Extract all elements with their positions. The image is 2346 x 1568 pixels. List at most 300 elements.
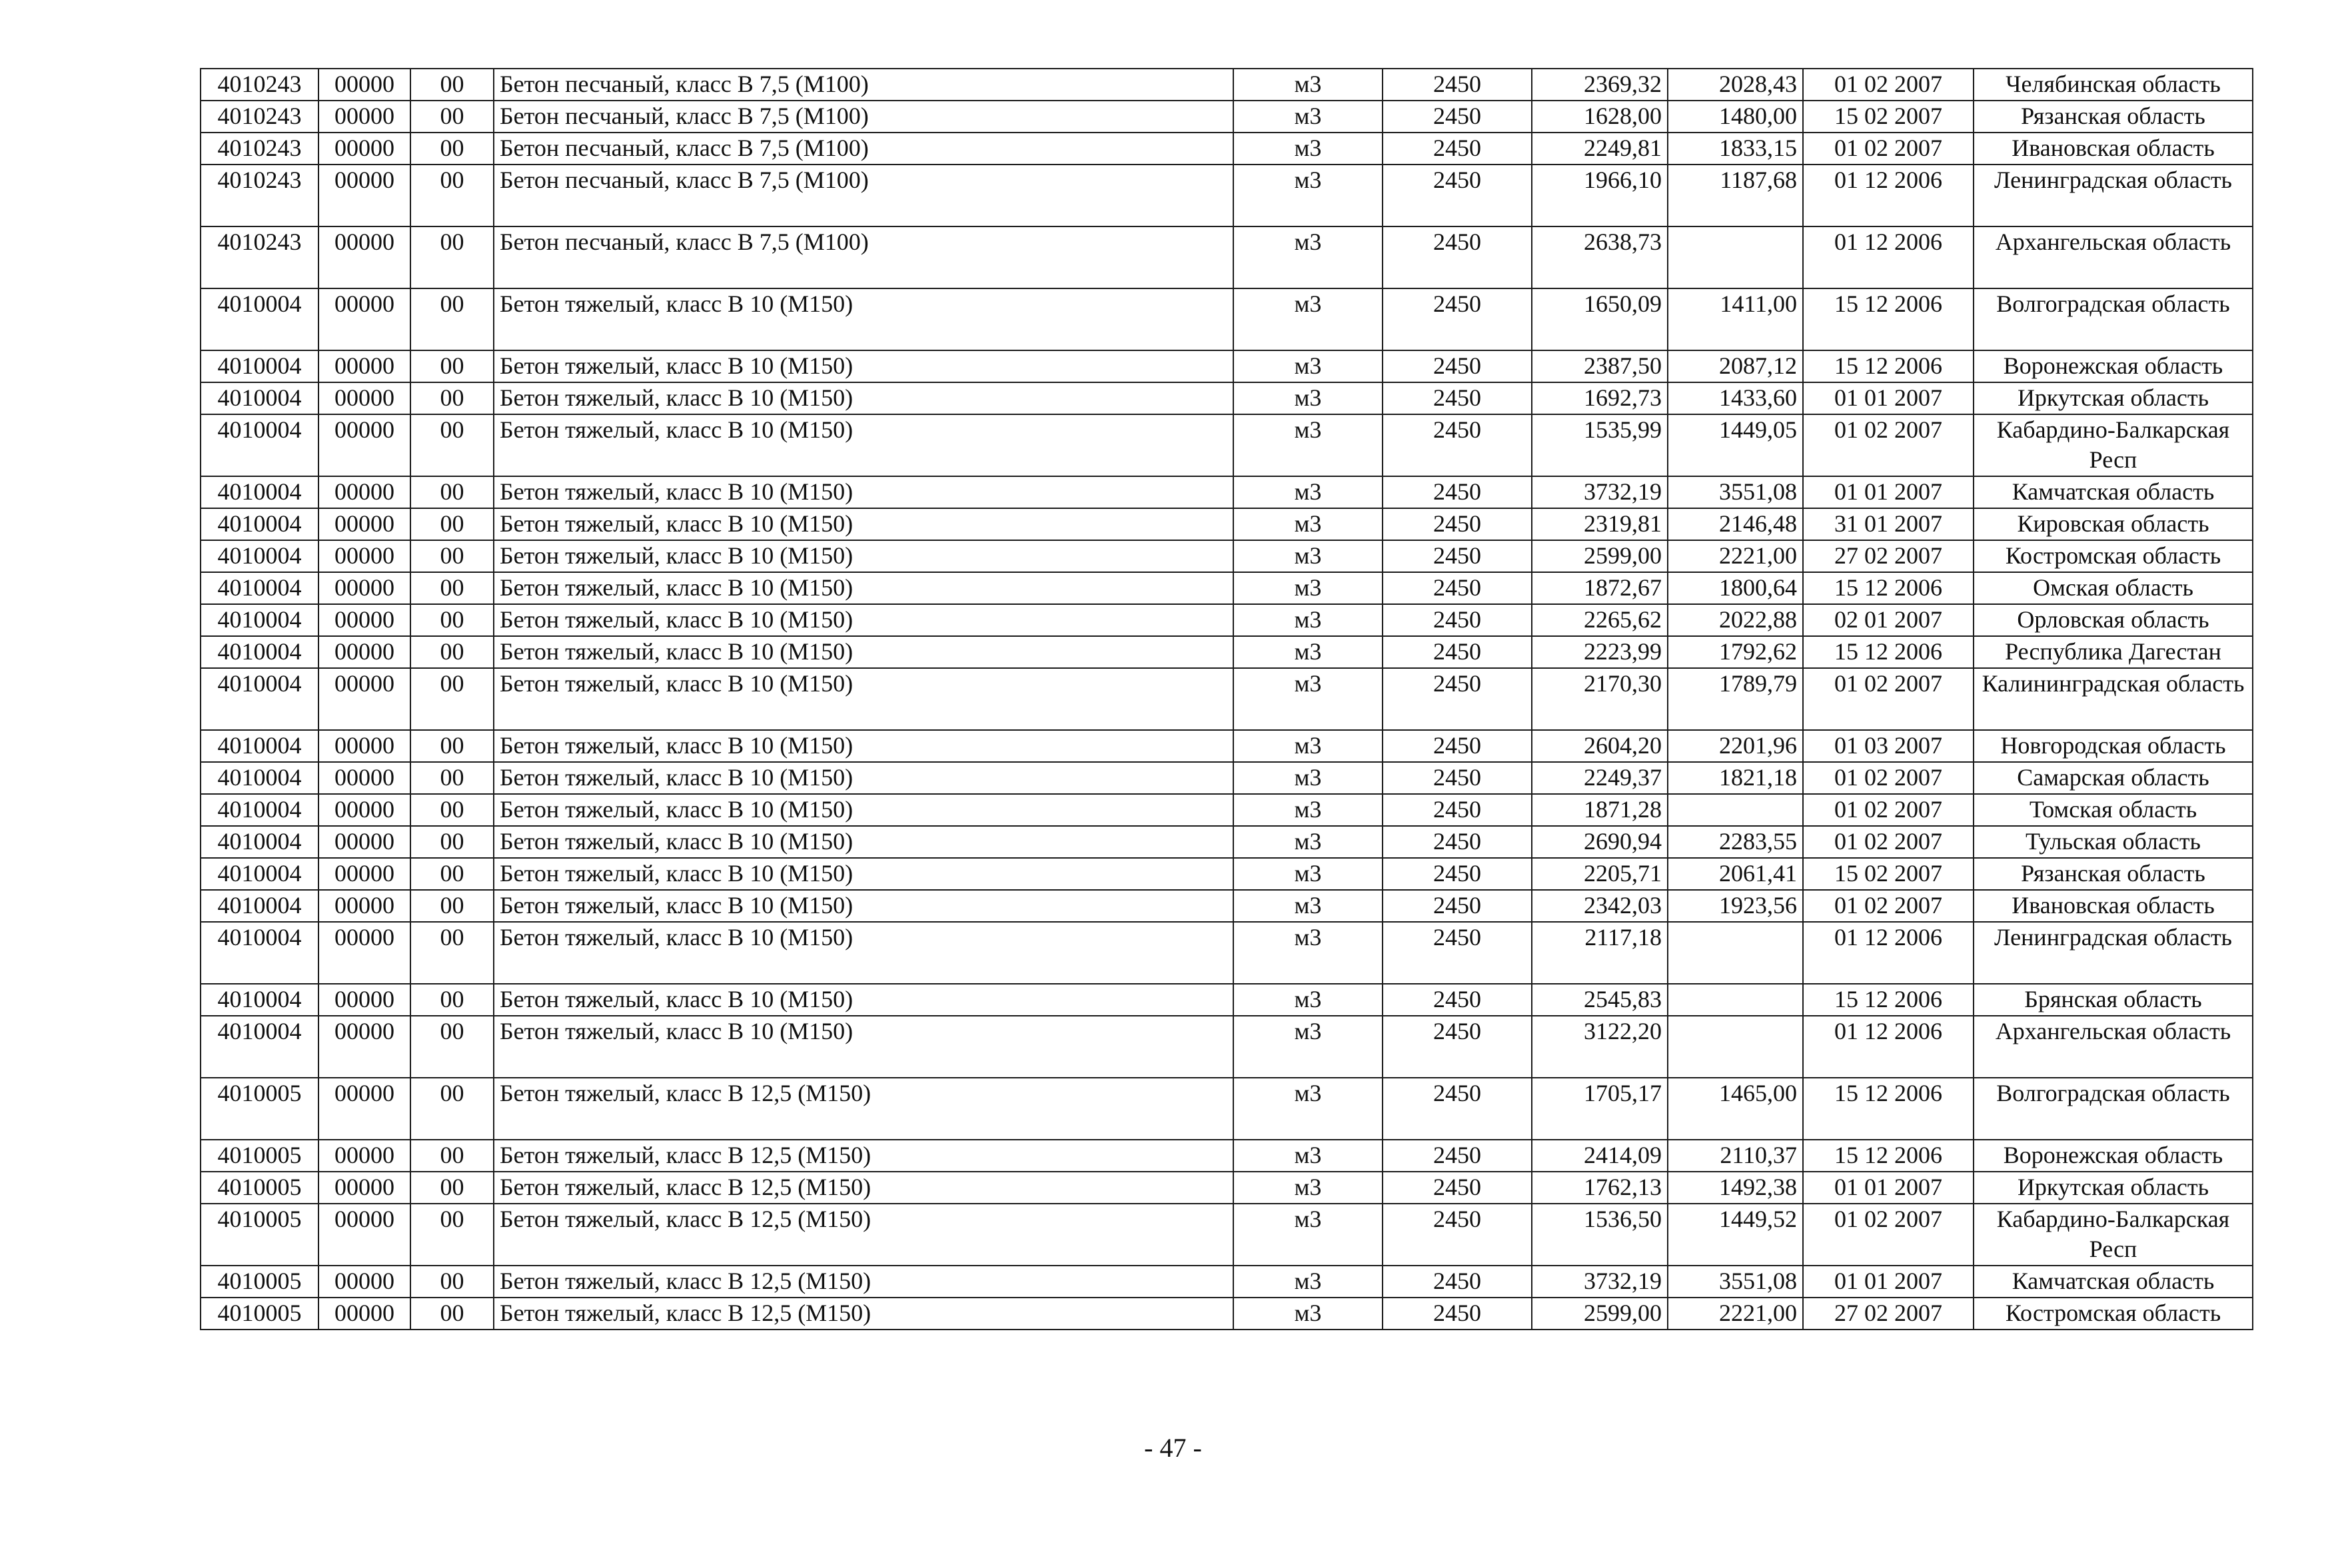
material-name: Бетон тяжелый, класс В 10 (М150) xyxy=(494,668,1233,730)
page-number: - 47 - xyxy=(1144,1433,1202,1463)
unit: м3 xyxy=(1233,101,1383,133)
price-previous: 1492,38 xyxy=(1668,1172,1803,1204)
price-current: 3122,20 xyxy=(1532,1016,1668,1078)
price-previous: 1792,62 xyxy=(1668,636,1803,668)
price-previous: 1449,52 xyxy=(1668,1204,1803,1266)
unit: м3 xyxy=(1233,604,1383,636)
material-name: Бетон тяжелый, класс В 12,5 (М150) xyxy=(494,1172,1233,1204)
region: Воронежская область xyxy=(1974,350,2253,382)
price-current: 1628,00 xyxy=(1532,101,1668,133)
density: 2450 xyxy=(1383,984,1532,1016)
price-date: 01 12 2006 xyxy=(1803,1016,1974,1078)
material-name: Бетон песчаный, класс В 7,5 (М100) xyxy=(494,69,1233,101)
material-code: 4010005 xyxy=(201,1140,318,1172)
region: Ивановская область xyxy=(1974,890,2253,922)
price-date: 01 12 2006 xyxy=(1803,165,1974,226)
price-date: 01 02 2007 xyxy=(1803,668,1974,730)
price-date: 01 12 2006 xyxy=(1803,226,1974,288)
price-current: 3732,19 xyxy=(1532,476,1668,508)
price-previous xyxy=(1668,984,1803,1016)
unit: м3 xyxy=(1233,288,1383,350)
material-name: Бетон тяжелый, класс В 10 (М150) xyxy=(494,288,1233,350)
unit: м3 xyxy=(1233,414,1383,476)
price-date: 15 12 2006 xyxy=(1803,984,1974,1016)
table-row xyxy=(201,133,2253,165)
material-name: Бетон тяжелый, класс В 12,5 (М150) xyxy=(494,1204,1233,1266)
region: Воронежская область xyxy=(1974,1140,2253,1172)
price-date: 01 02 2007 xyxy=(1803,414,1974,476)
price-date: 01 02 2007 xyxy=(1803,133,1974,165)
density: 2450 xyxy=(1383,572,1532,604)
unit: м3 xyxy=(1233,1266,1383,1298)
material-code: 4010004 xyxy=(201,762,318,794)
table-row xyxy=(201,858,2253,890)
price-previous xyxy=(1668,922,1803,984)
material-name: Бетон тяжелый, класс В 12,5 (М150) xyxy=(494,1140,1233,1172)
density: 2450 xyxy=(1383,350,1532,382)
sub-code: 00000 xyxy=(318,133,410,165)
sub-code: 00000 xyxy=(318,890,410,922)
sub-code: 00000 xyxy=(318,382,410,414)
unit: м3 xyxy=(1233,1140,1383,1172)
region: Иркутская область xyxy=(1974,1172,2253,1204)
table-row xyxy=(201,794,2253,826)
table-row xyxy=(201,826,2253,858)
material-code: 4010004 xyxy=(201,540,318,572)
price-current: 2690,94 xyxy=(1532,826,1668,858)
material-code: 4010004 xyxy=(201,1016,318,1078)
unit: м3 xyxy=(1233,382,1383,414)
density: 2450 xyxy=(1383,922,1532,984)
price-date: 15 12 2006 xyxy=(1803,350,1974,382)
material-name: Бетон тяжелый, класс В 12,5 (М150) xyxy=(494,1266,1233,1298)
price-current: 1535,99 xyxy=(1532,414,1668,476)
material-name: Бетон тяжелый, класс В 10 (М150) xyxy=(494,794,1233,826)
sub-code: 00000 xyxy=(318,922,410,984)
sub-code: 00000 xyxy=(318,69,410,101)
table-row xyxy=(201,984,2253,1016)
price-date: 02 01 2007 xyxy=(1803,604,1974,636)
price-date: 15 02 2007 xyxy=(1803,858,1974,890)
sub-code: 00000 xyxy=(318,508,410,540)
price-current: 2319,81 xyxy=(1532,508,1668,540)
table-row xyxy=(201,540,2253,572)
variant-code: 00 xyxy=(410,858,494,890)
region: Орловская область xyxy=(1974,604,2253,636)
region: Костромская область xyxy=(1974,1298,2253,1330)
price-current: 1872,67 xyxy=(1532,572,1668,604)
variant-code: 00 xyxy=(410,762,494,794)
price-date: 01 01 2007 xyxy=(1803,1266,1974,1298)
material-code: 4010004 xyxy=(201,382,318,414)
unit: м3 xyxy=(1233,1016,1383,1078)
density: 2450 xyxy=(1383,508,1532,540)
table-row xyxy=(201,1016,2253,1078)
price-date: 01 12 2006 xyxy=(1803,922,1974,984)
sub-code: 00000 xyxy=(318,350,410,382)
material-name: Бетон тяжелый, класс В 10 (М150) xyxy=(494,858,1233,890)
variant-code: 00 xyxy=(410,1172,494,1204)
price-current: 2604,20 xyxy=(1532,730,1668,762)
price-current: 2369,32 xyxy=(1532,69,1668,101)
material-code: 4010005 xyxy=(201,1204,318,1266)
material-code: 4010243 xyxy=(201,101,318,133)
material-code: 4010005 xyxy=(201,1078,318,1140)
table-row xyxy=(201,572,2253,604)
price-current: 1650,09 xyxy=(1532,288,1668,350)
price-previous: 2221,00 xyxy=(1668,1298,1803,1330)
price-current: 2342,03 xyxy=(1532,890,1668,922)
price-previous: 1187,68 xyxy=(1668,165,1803,226)
price-previous: 1800,64 xyxy=(1668,572,1803,604)
variant-code: 00 xyxy=(410,604,494,636)
material-name: Бетон песчаный, класс В 7,5 (М100) xyxy=(494,226,1233,288)
price-table xyxy=(200,68,2253,1330)
variant-code: 00 xyxy=(410,476,494,508)
price-previous: 2061,41 xyxy=(1668,858,1803,890)
unit: м3 xyxy=(1233,1078,1383,1140)
unit: м3 xyxy=(1233,890,1383,922)
variant-code: 00 xyxy=(410,1078,494,1140)
table-row xyxy=(201,1078,2253,1140)
material-name: Бетон песчаный, класс В 7,5 (М100) xyxy=(494,165,1233,226)
sub-code: 00000 xyxy=(318,165,410,226)
region: Кабардино-Балкарская Респ xyxy=(1974,414,2253,476)
unit: м3 xyxy=(1233,572,1383,604)
density: 2450 xyxy=(1383,858,1532,890)
variant-code: 00 xyxy=(410,668,494,730)
price-current: 2387,50 xyxy=(1532,350,1668,382)
material-name: Бетон тяжелый, класс В 10 (М150) xyxy=(494,826,1233,858)
material-code: 4010243 xyxy=(201,69,318,101)
material-name: Бетон тяжелый, класс В 12,5 (М150) xyxy=(494,1298,1233,1330)
sub-code: 00000 xyxy=(318,414,410,476)
density: 2450 xyxy=(1383,382,1532,414)
table-row xyxy=(201,476,2253,508)
sub-code: 00000 xyxy=(318,794,410,826)
variant-code: 00 xyxy=(410,101,494,133)
variant-code: 00 xyxy=(410,226,494,288)
material-code: 4010243 xyxy=(201,133,318,165)
density: 2450 xyxy=(1383,730,1532,762)
price-previous: 2087,12 xyxy=(1668,350,1803,382)
price-previous: 2221,00 xyxy=(1668,540,1803,572)
unit: м3 xyxy=(1233,226,1383,288)
table-row xyxy=(201,890,2253,922)
price-current: 1966,10 xyxy=(1532,165,1668,226)
material-code: 4010004 xyxy=(201,730,318,762)
density: 2450 xyxy=(1383,476,1532,508)
price-current: 3732,19 xyxy=(1532,1266,1668,1298)
region: Рязанская область xyxy=(1974,101,2253,133)
unit: м3 xyxy=(1233,165,1383,226)
density: 2450 xyxy=(1383,165,1532,226)
region: Волгоградская область xyxy=(1974,1078,2253,1140)
price-date: 31 01 2007 xyxy=(1803,508,1974,540)
price-date: 01 02 2007 xyxy=(1803,69,1974,101)
price-previous: 2201,96 xyxy=(1668,730,1803,762)
sub-code: 00000 xyxy=(318,572,410,604)
density: 2450 xyxy=(1383,414,1532,476)
price-previous: 2028,43 xyxy=(1668,69,1803,101)
material-code: 4010004 xyxy=(201,922,318,984)
unit: м3 xyxy=(1233,636,1383,668)
unit: м3 xyxy=(1233,984,1383,1016)
table-row xyxy=(201,382,2253,414)
material-name: Бетон тяжелый, класс В 12,5 (М150) xyxy=(494,1078,1233,1140)
density: 2450 xyxy=(1383,1266,1532,1298)
price-current: 2414,09 xyxy=(1532,1140,1668,1172)
density: 2450 xyxy=(1383,101,1532,133)
material-code: 4010004 xyxy=(201,636,318,668)
price-previous: 1833,15 xyxy=(1668,133,1803,165)
region: Иркутская область xyxy=(1974,382,2253,414)
price-previous xyxy=(1668,226,1803,288)
region: Новгородская область xyxy=(1974,730,2253,762)
material-name: Бетон тяжелый, класс В 10 (М150) xyxy=(494,476,1233,508)
density: 2450 xyxy=(1383,826,1532,858)
region: Томская область xyxy=(1974,794,2253,826)
density: 2450 xyxy=(1383,794,1532,826)
sub-code: 00000 xyxy=(318,826,410,858)
price-date: 01 02 2007 xyxy=(1803,826,1974,858)
unit: м3 xyxy=(1233,730,1383,762)
density: 2450 xyxy=(1383,604,1532,636)
material-name: Бетон тяжелый, класс В 10 (М150) xyxy=(494,414,1233,476)
sub-code: 00000 xyxy=(318,858,410,890)
table-row xyxy=(201,922,2253,984)
variant-code: 00 xyxy=(410,382,494,414)
price-previous: 2283,55 xyxy=(1668,826,1803,858)
material-name: Бетон тяжелый, класс В 10 (М150) xyxy=(494,350,1233,382)
price-previous: 2110,37 xyxy=(1668,1140,1803,1172)
price-previous xyxy=(1668,794,1803,826)
sub-code: 00000 xyxy=(318,540,410,572)
price-date: 01 02 2007 xyxy=(1803,762,1974,794)
sub-code: 00000 xyxy=(318,1298,410,1330)
table-row xyxy=(201,1140,2253,1172)
price-current: 2205,71 xyxy=(1532,858,1668,890)
variant-code: 00 xyxy=(410,540,494,572)
region: Ленинградская область xyxy=(1974,922,2253,984)
unit: м3 xyxy=(1233,540,1383,572)
sub-code: 00000 xyxy=(318,1204,410,1266)
table-row xyxy=(201,165,2253,226)
price-previous: 1821,18 xyxy=(1668,762,1803,794)
variant-code: 00 xyxy=(410,1204,494,1266)
table-row xyxy=(201,1266,2253,1298)
unit: м3 xyxy=(1233,1204,1383,1266)
variant-code: 00 xyxy=(410,165,494,226)
material-name: Бетон песчаный, класс В 7,5 (М100) xyxy=(494,101,1233,133)
material-name: Бетон тяжелый, класс В 10 (М150) xyxy=(494,382,1233,414)
variant-code: 00 xyxy=(410,1266,494,1298)
sub-code: 00000 xyxy=(318,1078,410,1140)
price-date: 15 12 2006 xyxy=(1803,288,1974,350)
sub-code: 00000 xyxy=(318,476,410,508)
unit: м3 xyxy=(1233,69,1383,101)
material-name: Бетон тяжелый, класс В 10 (М150) xyxy=(494,730,1233,762)
variant-code: 00 xyxy=(410,826,494,858)
sub-code: 00000 xyxy=(318,762,410,794)
variant-code: 00 xyxy=(410,984,494,1016)
price-current: 2599,00 xyxy=(1532,540,1668,572)
region: Архангельская область xyxy=(1974,1016,2253,1078)
price-current: 2599,00 xyxy=(1532,1298,1668,1330)
material-code: 4010005 xyxy=(201,1266,318,1298)
region: Брянская область xyxy=(1974,984,2253,1016)
variant-code: 00 xyxy=(410,1140,494,1172)
variant-code: 00 xyxy=(410,1016,494,1078)
density: 2450 xyxy=(1383,1140,1532,1172)
variant-code: 00 xyxy=(410,508,494,540)
material-code: 4010004 xyxy=(201,984,318,1016)
density: 2450 xyxy=(1383,668,1532,730)
price-date: 15 12 2006 xyxy=(1803,1078,1974,1140)
material-code: 4010004 xyxy=(201,668,318,730)
unit: м3 xyxy=(1233,922,1383,984)
density: 2450 xyxy=(1383,288,1532,350)
material-name: Бетон тяжелый, класс В 10 (М150) xyxy=(494,984,1233,1016)
variant-code: 00 xyxy=(410,133,494,165)
unit: м3 xyxy=(1233,508,1383,540)
variant-code: 00 xyxy=(410,636,494,668)
table-row xyxy=(201,636,2253,668)
density: 2450 xyxy=(1383,762,1532,794)
material-code: 4010004 xyxy=(201,794,318,826)
price-previous: 2146,48 xyxy=(1668,508,1803,540)
unit: м3 xyxy=(1233,668,1383,730)
price-current: 1536,50 xyxy=(1532,1204,1668,1266)
density: 2450 xyxy=(1383,69,1532,101)
density: 2450 xyxy=(1383,1078,1532,1140)
material-code: 4010243 xyxy=(201,165,318,226)
material-name: Бетон тяжелый, класс В 10 (М150) xyxy=(494,540,1233,572)
sub-code: 00000 xyxy=(318,636,410,668)
sub-code: 00000 xyxy=(318,226,410,288)
region: Рязанская область xyxy=(1974,858,2253,890)
price-previous: 1923,56 xyxy=(1668,890,1803,922)
region: Челябинская область xyxy=(1974,69,2253,101)
sub-code: 00000 xyxy=(318,288,410,350)
table-row xyxy=(201,668,2253,730)
sub-code: 00000 xyxy=(318,1172,410,1204)
price-previous xyxy=(1668,1016,1803,1078)
price-previous: 1480,00 xyxy=(1668,101,1803,133)
price-previous: 1789,79 xyxy=(1668,668,1803,730)
unit: м3 xyxy=(1233,794,1383,826)
region: Ивановская область xyxy=(1974,133,2253,165)
material-code: 4010004 xyxy=(201,890,318,922)
price-date: 01 03 2007 xyxy=(1803,730,1974,762)
price-previous: 3551,08 xyxy=(1668,476,1803,508)
price-date: 15 02 2007 xyxy=(1803,101,1974,133)
density: 2450 xyxy=(1383,1172,1532,1204)
material-code: 4010004 xyxy=(201,826,318,858)
price-date: 01 02 2007 xyxy=(1803,890,1974,922)
unit: м3 xyxy=(1233,133,1383,165)
material-name: Бетон тяжелый, класс В 10 (М150) xyxy=(494,1016,1233,1078)
price-previous: 1433,60 xyxy=(1668,382,1803,414)
material-code: 4010004 xyxy=(201,604,318,636)
sub-code: 00000 xyxy=(318,1266,410,1298)
sub-code: 00000 xyxy=(318,668,410,730)
table-row xyxy=(201,101,2253,133)
unit: м3 xyxy=(1233,476,1383,508)
material-name: Бетон тяжелый, класс В 10 (М150) xyxy=(494,604,1233,636)
variant-code: 00 xyxy=(410,1298,494,1330)
unit: м3 xyxy=(1233,858,1383,890)
table-row xyxy=(201,508,2253,540)
sub-code: 00000 xyxy=(318,984,410,1016)
price-date: 15 12 2006 xyxy=(1803,1140,1974,1172)
density: 2450 xyxy=(1383,890,1532,922)
material-code: 4010005 xyxy=(201,1172,318,1204)
material-code: 4010004 xyxy=(201,476,318,508)
variant-code: 00 xyxy=(410,288,494,350)
price-current: 1705,17 xyxy=(1532,1078,1668,1140)
density: 2450 xyxy=(1383,1204,1532,1266)
variant-code: 00 xyxy=(410,414,494,476)
material-name: Бетон тяжелый, класс В 10 (М150) xyxy=(494,508,1233,540)
material-code: 4010004 xyxy=(201,858,318,890)
variant-code: 00 xyxy=(410,350,494,382)
unit: м3 xyxy=(1233,826,1383,858)
variant-code: 00 xyxy=(410,890,494,922)
price-date: 15 12 2006 xyxy=(1803,572,1974,604)
material-code: 4010243 xyxy=(201,226,318,288)
table-row xyxy=(201,1204,2253,1266)
region: Тульская область xyxy=(1974,826,2253,858)
price-date: 27 02 2007 xyxy=(1803,540,1974,572)
price-previous: 2022,88 xyxy=(1668,604,1803,636)
region: Ленинградская область xyxy=(1974,165,2253,226)
sub-code: 00000 xyxy=(318,1016,410,1078)
sub-code: 00000 xyxy=(318,1140,410,1172)
price-current: 1871,28 xyxy=(1532,794,1668,826)
price-current: 2638,73 xyxy=(1532,226,1668,288)
variant-code: 00 xyxy=(410,69,494,101)
region: Омская область xyxy=(1974,572,2253,604)
table-row xyxy=(201,1172,2253,1204)
table-row xyxy=(201,69,2253,101)
price-previous: 1449,05 xyxy=(1668,414,1803,476)
material-name: Бетон тяжелый, класс В 10 (М150) xyxy=(494,636,1233,668)
table-row xyxy=(201,288,2253,350)
price-current: 2265,62 xyxy=(1532,604,1668,636)
table-row xyxy=(201,226,2253,288)
region: Костромская область xyxy=(1974,540,2253,572)
material-name: Бетон песчаный, класс В 7,5 (М100) xyxy=(494,133,1233,165)
density: 2450 xyxy=(1383,1016,1532,1078)
region: Калининградская область xyxy=(1974,668,2253,730)
price-previous: 3551,08 xyxy=(1668,1266,1803,1298)
table-row xyxy=(201,1298,2253,1330)
price-current: 2249,81 xyxy=(1532,133,1668,165)
density: 2450 xyxy=(1383,1298,1532,1330)
region: Волгоградская область xyxy=(1974,288,2253,350)
table-row xyxy=(201,414,2253,476)
material-code: 4010004 xyxy=(201,414,318,476)
price-current: 2223,99 xyxy=(1532,636,1668,668)
price-date: 01 01 2007 xyxy=(1803,476,1974,508)
unit: м3 xyxy=(1233,350,1383,382)
density: 2450 xyxy=(1383,133,1532,165)
material-code: 4010005 xyxy=(201,1298,318,1330)
variant-code: 00 xyxy=(410,922,494,984)
price-current: 1762,13 xyxy=(1532,1172,1668,1204)
price-current: 2545,83 xyxy=(1532,984,1668,1016)
